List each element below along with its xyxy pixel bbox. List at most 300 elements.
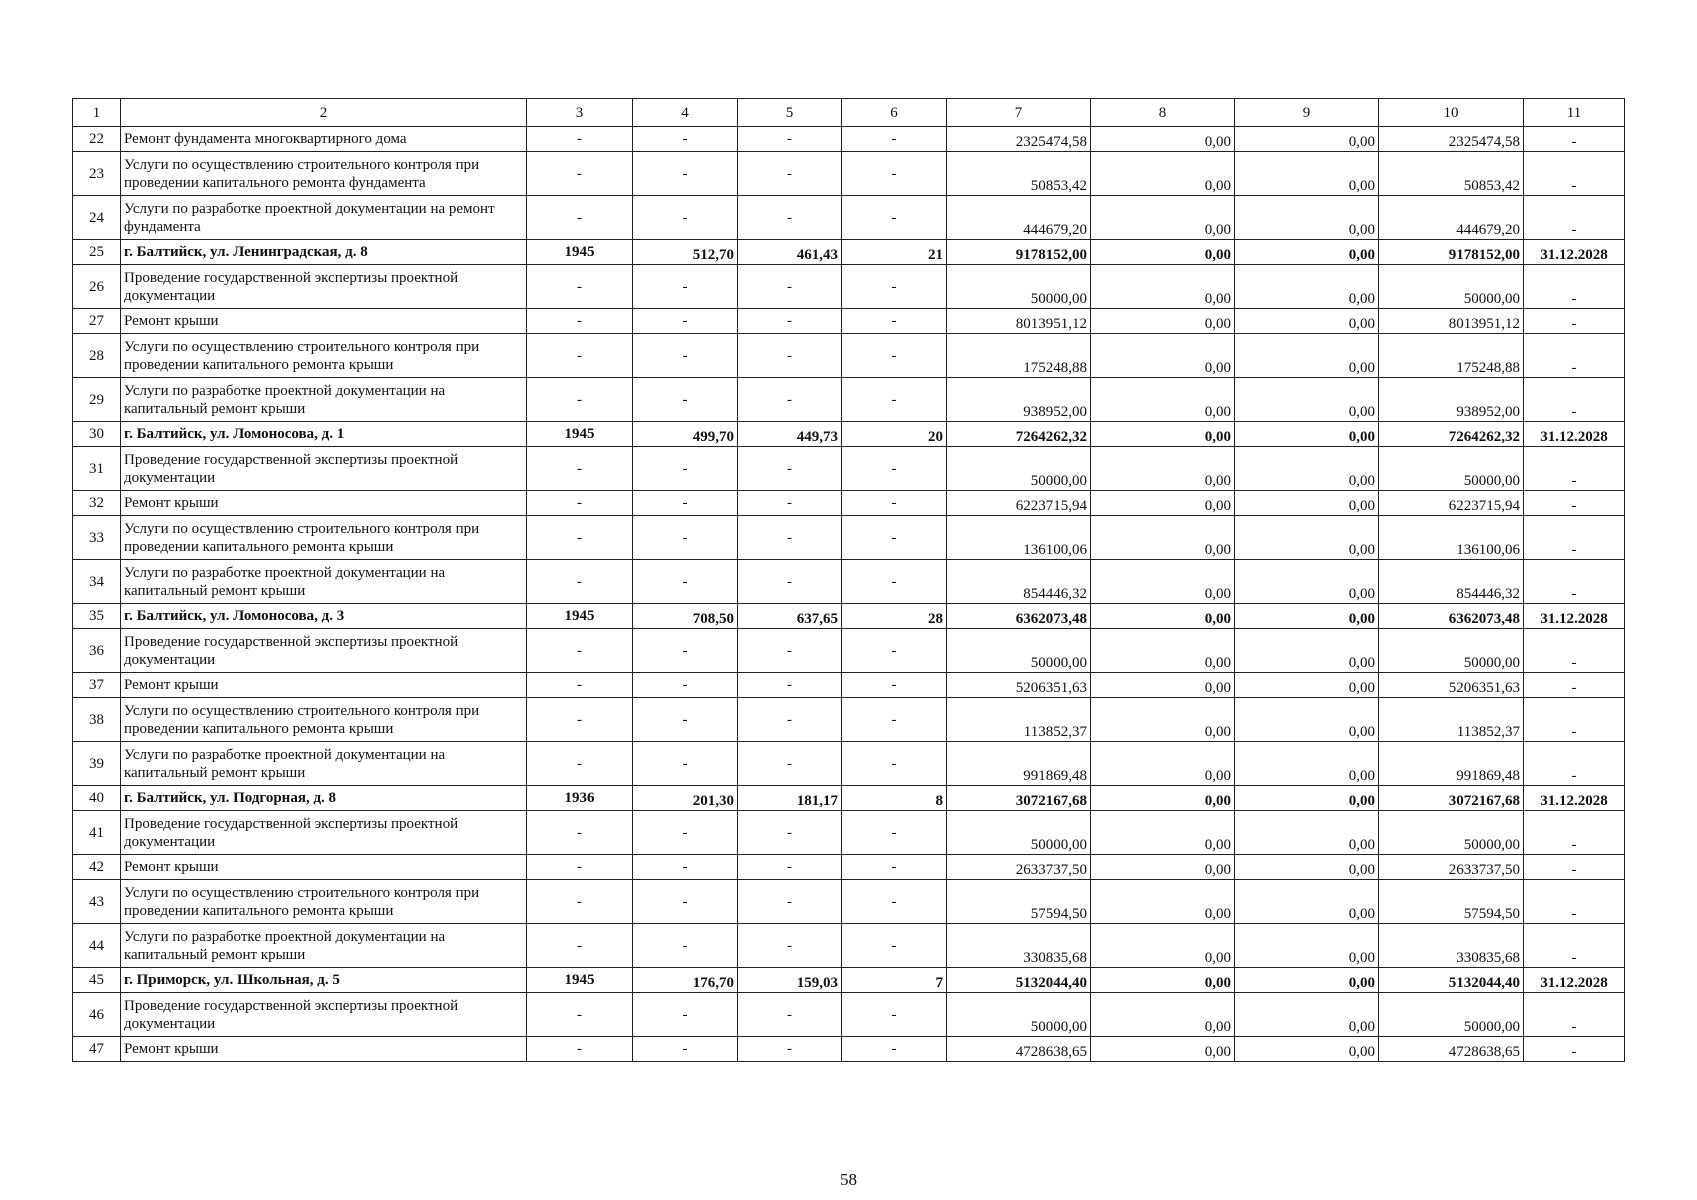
row-number-cell: 27 bbox=[73, 309, 121, 334]
cost-owners-cell: 50000,00 bbox=[1379, 993, 1524, 1037]
deadline-cell: - bbox=[1524, 880, 1625, 924]
residents-cell: 28 bbox=[842, 604, 947, 629]
row-number-cell: 47 bbox=[73, 1037, 121, 1062]
year-cell: - bbox=[527, 334, 633, 378]
work-name-cell: Услуги по осуществлению строительного контроля при проведении капитального ремонта фундамента bbox=[121, 152, 527, 196]
deadline-cell: 31.12.2028 bbox=[1524, 422, 1625, 447]
address-row bbox=[73, 786, 1625, 811]
deadline-cell: - bbox=[1524, 742, 1625, 786]
deadline-cell: 31.12.2028 bbox=[1524, 240, 1625, 265]
row-number-cell: 40 bbox=[73, 786, 121, 811]
cost-fund-cell: 0,00 bbox=[1091, 516, 1235, 560]
area-total-cell: 512,70 bbox=[633, 240, 738, 265]
cost-budget-cell: 0,00 bbox=[1235, 604, 1379, 629]
row-number-cell: 33 bbox=[73, 516, 121, 560]
address-cell: г. Балтийск, ул. Ломоносова, д. 3 bbox=[121, 604, 527, 629]
cost-budget-cell: 0,00 bbox=[1235, 811, 1379, 855]
work-name-cell: Услуги по разработке проектной документации на капитальный ремонт крыши bbox=[121, 742, 527, 786]
row-number-cell: 24 bbox=[73, 196, 121, 240]
deadline-cell: - bbox=[1524, 309, 1625, 334]
year-cell: - bbox=[527, 265, 633, 309]
deadline-cell: 31.12.2028 bbox=[1524, 604, 1625, 629]
row-number-cell: 25 bbox=[73, 240, 121, 265]
cost-fund-cell: 0,00 bbox=[1091, 1037, 1235, 1062]
cost-total-cell: 113852,37 bbox=[947, 698, 1091, 742]
area-total-cell: - bbox=[633, 880, 738, 924]
deadline-cell: - bbox=[1524, 152, 1625, 196]
cost-owners-cell: 175248,88 bbox=[1379, 334, 1524, 378]
year-cell: 1936 bbox=[527, 786, 633, 811]
cost-budget-cell: 0,00 bbox=[1235, 196, 1379, 240]
row-number-cell: 28 bbox=[73, 334, 121, 378]
cost-total-cell: 854446,32 bbox=[947, 560, 1091, 604]
cost-total-cell: 330835,68 bbox=[947, 924, 1091, 968]
address-cell: г. Балтийск, ул. Подгорная, д. 8 bbox=[121, 786, 527, 811]
cost-owners-cell: 444679,20 bbox=[1379, 196, 1524, 240]
cost-budget-cell: 0,00 bbox=[1235, 1037, 1379, 1062]
cost-budget-cell: 0,00 bbox=[1235, 786, 1379, 811]
row-number-cell: 34 bbox=[73, 560, 121, 604]
cost-budget-cell: 0,00 bbox=[1235, 127, 1379, 152]
column-header: 5 bbox=[738, 99, 842, 127]
area-total-cell: - bbox=[633, 993, 738, 1037]
deadline-cell: - bbox=[1524, 560, 1625, 604]
cost-budget-cell: 0,00 bbox=[1235, 378, 1379, 422]
work-name-cell: Услуги по разработке проектной документации на капитальный ремонт крыши bbox=[121, 378, 527, 422]
year-cell: - bbox=[527, 742, 633, 786]
work-item-row bbox=[73, 855, 1625, 880]
area-total-cell: - bbox=[633, 196, 738, 240]
year-cell: - bbox=[527, 1037, 633, 1062]
deadline-cell: - bbox=[1524, 855, 1625, 880]
area-living-cell: - bbox=[738, 698, 842, 742]
cost-fund-cell: 0,00 bbox=[1091, 673, 1235, 698]
deadline-cell: - bbox=[1524, 698, 1625, 742]
year-cell: - bbox=[527, 491, 633, 516]
row-number-cell: 26 bbox=[73, 265, 121, 309]
residents-cell: - bbox=[842, 127, 947, 152]
work-name-cell: Услуги по осуществлению строительного контроля при проведении капитального ремонта крыши bbox=[121, 334, 527, 378]
cost-owners-cell: 330835,68 bbox=[1379, 924, 1524, 968]
row-number-cell: 29 bbox=[73, 378, 121, 422]
column-header: 11 bbox=[1524, 99, 1625, 127]
cost-total-cell: 6223715,94 bbox=[947, 491, 1091, 516]
deadline-cell: - bbox=[1524, 629, 1625, 673]
work-item-row bbox=[73, 334, 1625, 378]
cost-budget-cell: 0,00 bbox=[1235, 742, 1379, 786]
area-living-cell: - bbox=[738, 309, 842, 334]
area-total-cell: - bbox=[633, 516, 738, 560]
year-cell: - bbox=[527, 629, 633, 673]
cost-total-cell: 50000,00 bbox=[947, 993, 1091, 1037]
cost-budget-cell: 0,00 bbox=[1235, 629, 1379, 673]
work-name-cell: Услуги по разработке проектной документации на ремонт фундамента bbox=[121, 196, 527, 240]
area-total-cell: - bbox=[633, 560, 738, 604]
cost-budget-cell: 0,00 bbox=[1235, 422, 1379, 447]
cost-owners-cell: 5132044,40 bbox=[1379, 968, 1524, 993]
column-header: 9 bbox=[1235, 99, 1379, 127]
cost-fund-cell: 0,00 bbox=[1091, 698, 1235, 742]
work-item-row bbox=[73, 673, 1625, 698]
residents-cell: - bbox=[842, 698, 947, 742]
row-number-cell: 45 bbox=[73, 968, 121, 993]
cost-total-cell: 7264262,32 bbox=[947, 422, 1091, 447]
residents-cell: - bbox=[842, 447, 947, 491]
work-name-cell: Услуги по разработке проектной документации на капитальный ремонт крыши bbox=[121, 560, 527, 604]
year-cell: - bbox=[527, 924, 633, 968]
area-total-cell: 708,50 bbox=[633, 604, 738, 629]
cost-total-cell: 50853,42 bbox=[947, 152, 1091, 196]
column-header: 7 bbox=[947, 99, 1091, 127]
area-living-cell: - bbox=[738, 880, 842, 924]
row-number-cell: 22 bbox=[73, 127, 121, 152]
cost-budget-cell: 0,00 bbox=[1235, 924, 1379, 968]
area-total-cell: - bbox=[633, 1037, 738, 1062]
area-living-cell: 181,17 bbox=[738, 786, 842, 811]
year-cell: - bbox=[527, 993, 633, 1037]
area-living-cell: 159,03 bbox=[738, 968, 842, 993]
deadline-cell: - bbox=[1524, 196, 1625, 240]
cost-budget-cell: 0,00 bbox=[1235, 334, 1379, 378]
deadline-cell: - bbox=[1524, 447, 1625, 491]
cost-owners-cell: 50000,00 bbox=[1379, 811, 1524, 855]
area-total-cell: - bbox=[633, 334, 738, 378]
year-cell: - bbox=[527, 811, 633, 855]
cost-total-cell: 4728638,65 bbox=[947, 1037, 1091, 1062]
cost-owners-cell: 9178152,00 bbox=[1379, 240, 1524, 265]
work-name-cell: Ремонт фундамента многоквартирного дома bbox=[121, 127, 527, 152]
area-living-cell: - bbox=[738, 993, 842, 1037]
cost-total-cell: 444679,20 bbox=[947, 196, 1091, 240]
cost-fund-cell: 0,00 bbox=[1091, 968, 1235, 993]
residents-cell: - bbox=[842, 811, 947, 855]
row-number-cell: 39 bbox=[73, 742, 121, 786]
work-name-cell: Проведение государственной экспертизы проектной документации bbox=[121, 993, 527, 1037]
address-row bbox=[73, 422, 1625, 447]
cost-total-cell: 136100,06 bbox=[947, 516, 1091, 560]
cost-budget-cell: 0,00 bbox=[1235, 993, 1379, 1037]
area-total-cell: - bbox=[633, 811, 738, 855]
area-living-cell: 449,73 bbox=[738, 422, 842, 447]
work-item-row bbox=[73, 265, 1625, 309]
work-name-cell: Ремонт крыши bbox=[121, 673, 527, 698]
residents-cell: - bbox=[842, 491, 947, 516]
cost-fund-cell: 0,00 bbox=[1091, 127, 1235, 152]
area-total-cell: - bbox=[633, 127, 738, 152]
area-living-cell: - bbox=[738, 447, 842, 491]
cost-fund-cell: 0,00 bbox=[1091, 422, 1235, 447]
area-living-cell: - bbox=[738, 491, 842, 516]
residents-cell: 7 bbox=[842, 968, 947, 993]
cost-fund-cell: 0,00 bbox=[1091, 993, 1235, 1037]
cost-total-cell: 5206351,63 bbox=[947, 673, 1091, 698]
cost-total-cell: 50000,00 bbox=[947, 629, 1091, 673]
work-item-row bbox=[73, 378, 1625, 422]
column-header: 8 bbox=[1091, 99, 1235, 127]
area-living-cell: 637,65 bbox=[738, 604, 842, 629]
cost-owners-cell: 938952,00 bbox=[1379, 378, 1524, 422]
row-number-cell: 23 bbox=[73, 152, 121, 196]
area-living-cell: - bbox=[738, 811, 842, 855]
cost-total-cell: 175248,88 bbox=[947, 334, 1091, 378]
work-item-row bbox=[73, 924, 1625, 968]
residents-cell: - bbox=[842, 309, 947, 334]
year-cell: - bbox=[527, 127, 633, 152]
work-item-row bbox=[73, 811, 1625, 855]
cost-owners-cell: 2633737,50 bbox=[1379, 855, 1524, 880]
area-living-cell: - bbox=[738, 673, 842, 698]
area-total-cell: - bbox=[633, 152, 738, 196]
work-item-row bbox=[73, 309, 1625, 334]
deadline-cell: - bbox=[1524, 993, 1625, 1037]
year-cell: 1945 bbox=[527, 422, 633, 447]
deadline-cell: - bbox=[1524, 516, 1625, 560]
area-living-cell: - bbox=[738, 378, 842, 422]
cost-budget-cell: 0,00 bbox=[1235, 698, 1379, 742]
cost-fund-cell: 0,00 bbox=[1091, 491, 1235, 516]
cost-budget-cell: 0,00 bbox=[1235, 516, 1379, 560]
cost-fund-cell: 0,00 bbox=[1091, 855, 1235, 880]
address-row bbox=[73, 604, 1625, 629]
area-total-cell: 176,70 bbox=[633, 968, 738, 993]
cost-fund-cell: 0,00 bbox=[1091, 604, 1235, 629]
cost-total-cell: 57594,50 bbox=[947, 880, 1091, 924]
deadline-cell: - bbox=[1524, 924, 1625, 968]
cost-fund-cell: 0,00 bbox=[1091, 629, 1235, 673]
year-cell: - bbox=[527, 447, 633, 491]
cost-total-cell: 50000,00 bbox=[947, 811, 1091, 855]
deadline-cell: - bbox=[1524, 127, 1625, 152]
work-name-cell: Ремонт крыши bbox=[121, 855, 527, 880]
cost-owners-cell: 50853,42 bbox=[1379, 152, 1524, 196]
cost-fund-cell: 0,00 bbox=[1091, 560, 1235, 604]
cost-fund-cell: 0,00 bbox=[1091, 786, 1235, 811]
cost-total-cell: 991869,48 bbox=[947, 742, 1091, 786]
work-item-row bbox=[73, 491, 1625, 516]
cost-budget-cell: 0,00 bbox=[1235, 560, 1379, 604]
residents-cell: - bbox=[842, 629, 947, 673]
cost-budget-cell: 0,00 bbox=[1235, 968, 1379, 993]
cost-total-cell: 50000,00 bbox=[947, 447, 1091, 491]
residents-cell: - bbox=[842, 742, 947, 786]
year-cell: 1945 bbox=[527, 604, 633, 629]
year-cell: - bbox=[527, 378, 633, 422]
cost-owners-cell: 6362073,48 bbox=[1379, 604, 1524, 629]
cost-total-cell: 938952,00 bbox=[947, 378, 1091, 422]
column-header: 3 bbox=[527, 99, 633, 127]
column-header: 10 bbox=[1379, 99, 1524, 127]
address-cell: г. Балтийск, ул. Ломоносова, д. 1 bbox=[121, 422, 527, 447]
area-total-cell: - bbox=[633, 309, 738, 334]
address-row bbox=[73, 968, 1625, 993]
cost-owners-cell: 50000,00 bbox=[1379, 265, 1524, 309]
work-name-cell: Проведение государственной экспертизы проектной документации bbox=[121, 629, 527, 673]
year-cell: - bbox=[527, 560, 633, 604]
cost-fund-cell: 0,00 bbox=[1091, 924, 1235, 968]
column-header: 2 bbox=[121, 99, 527, 127]
work-name-cell: Проведение государственной экспертизы проектной документации bbox=[121, 447, 527, 491]
column-header: 1 bbox=[73, 99, 121, 127]
cost-budget-cell: 0,00 bbox=[1235, 309, 1379, 334]
address-row bbox=[73, 240, 1625, 265]
residents-cell: - bbox=[842, 924, 947, 968]
row-number-cell: 46 bbox=[73, 993, 121, 1037]
area-living-cell: - bbox=[738, 127, 842, 152]
cost-total-cell: 9178152,00 bbox=[947, 240, 1091, 265]
deadline-cell: - bbox=[1524, 265, 1625, 309]
cost-budget-cell: 0,00 bbox=[1235, 447, 1379, 491]
cost-total-cell: 3072167,68 bbox=[947, 786, 1091, 811]
residents-cell: 20 bbox=[842, 422, 947, 447]
cost-owners-cell: 4728638,65 bbox=[1379, 1037, 1524, 1062]
cost-budget-cell: 0,00 bbox=[1235, 855, 1379, 880]
cost-owners-cell: 5206351,63 bbox=[1379, 673, 1524, 698]
area-total-cell: - bbox=[633, 265, 738, 309]
deadline-cell: - bbox=[1524, 1037, 1625, 1062]
cost-total-cell: 8013951,12 bbox=[947, 309, 1091, 334]
cost-fund-cell: 0,00 bbox=[1091, 880, 1235, 924]
area-living-cell: - bbox=[738, 152, 842, 196]
column-header: 6 bbox=[842, 99, 947, 127]
area-living-cell: - bbox=[738, 560, 842, 604]
work-name-cell: Ремонт крыши bbox=[121, 491, 527, 516]
area-living-cell: - bbox=[738, 334, 842, 378]
residents-cell: - bbox=[842, 152, 947, 196]
row-number-cell: 41 bbox=[73, 811, 121, 855]
area-living-cell: - bbox=[738, 742, 842, 786]
cost-fund-cell: 0,00 bbox=[1091, 152, 1235, 196]
row-number-cell: 42 bbox=[73, 855, 121, 880]
work-item-row bbox=[73, 560, 1625, 604]
area-total-cell: - bbox=[633, 629, 738, 673]
year-cell: 1945 bbox=[527, 240, 633, 265]
area-living-cell: - bbox=[738, 516, 842, 560]
work-item-row bbox=[73, 516, 1625, 560]
residents-cell: - bbox=[842, 560, 947, 604]
column-number-header-row bbox=[73, 99, 1625, 127]
residents-cell: - bbox=[842, 516, 947, 560]
cost-total-cell: 6362073,48 bbox=[947, 604, 1091, 629]
work-name-cell: Услуги по осуществлению строительного контроля при проведении капитального ремонта крыши bbox=[121, 698, 527, 742]
cost-fund-cell: 0,00 bbox=[1091, 265, 1235, 309]
work-item-row bbox=[73, 196, 1625, 240]
cost-budget-cell: 0,00 bbox=[1235, 265, 1379, 309]
deadline-cell: 31.12.2028 bbox=[1524, 968, 1625, 993]
year-cell: - bbox=[527, 673, 633, 698]
area-living-cell: - bbox=[738, 855, 842, 880]
cost-owners-cell: 50000,00 bbox=[1379, 447, 1524, 491]
cost-budget-cell: 0,00 bbox=[1235, 673, 1379, 698]
area-total-cell: - bbox=[633, 447, 738, 491]
work-name-cell: Ремонт крыши bbox=[121, 309, 527, 334]
residents-cell: - bbox=[842, 378, 947, 422]
area-total-cell: - bbox=[633, 673, 738, 698]
row-number-cell: 32 bbox=[73, 491, 121, 516]
row-number-cell: 44 bbox=[73, 924, 121, 968]
work-item-row bbox=[73, 1037, 1625, 1062]
cost-owners-cell: 8013951,12 bbox=[1379, 309, 1524, 334]
residents-cell: - bbox=[842, 673, 947, 698]
row-number-cell: 35 bbox=[73, 604, 121, 629]
residents-cell: - bbox=[842, 1037, 947, 1062]
work-name-cell: Услуги по осуществлению строительного контроля при проведении капитального ремонта крыши bbox=[121, 516, 527, 560]
area-living-cell: 461,43 bbox=[738, 240, 842, 265]
area-total-cell: 201,30 bbox=[633, 786, 738, 811]
page-number: 58 bbox=[840, 1170, 857, 1189]
cost-fund-cell: 0,00 bbox=[1091, 196, 1235, 240]
year-cell: - bbox=[527, 152, 633, 196]
cost-fund-cell: 0,00 bbox=[1091, 447, 1235, 491]
deadline-cell: - bbox=[1524, 811, 1625, 855]
area-living-cell: - bbox=[738, 196, 842, 240]
deadline-cell: - bbox=[1524, 334, 1625, 378]
work-item-row bbox=[73, 629, 1625, 673]
cost-owners-cell: 6223715,94 bbox=[1379, 491, 1524, 516]
cost-total-cell: 50000,00 bbox=[947, 265, 1091, 309]
year-cell: 1945 bbox=[527, 968, 633, 993]
cost-fund-cell: 0,00 bbox=[1091, 334, 1235, 378]
deadline-cell: - bbox=[1524, 673, 1625, 698]
cost-fund-cell: 0,00 bbox=[1091, 240, 1235, 265]
area-living-cell: - bbox=[738, 265, 842, 309]
residents-cell: - bbox=[842, 855, 947, 880]
work-item-row bbox=[73, 993, 1625, 1037]
area-total-cell: - bbox=[633, 924, 738, 968]
cost-owners-cell: 50000,00 bbox=[1379, 629, 1524, 673]
cost-owners-cell: 854446,32 bbox=[1379, 560, 1524, 604]
year-cell: - bbox=[527, 855, 633, 880]
work-item-row bbox=[73, 698, 1625, 742]
cost-budget-cell: 0,00 bbox=[1235, 880, 1379, 924]
residents-cell: - bbox=[842, 993, 947, 1037]
cost-budget-cell: 0,00 bbox=[1235, 491, 1379, 516]
residents-cell: - bbox=[842, 196, 947, 240]
cost-fund-cell: 0,00 bbox=[1091, 378, 1235, 422]
deadline-cell: - bbox=[1524, 491, 1625, 516]
residents-cell: - bbox=[842, 265, 947, 309]
cost-budget-cell: 0,00 bbox=[1235, 240, 1379, 265]
work-name-cell: Проведение государственной экспертизы проектной документации bbox=[121, 811, 527, 855]
year-cell: - bbox=[527, 698, 633, 742]
work-item-row bbox=[73, 152, 1625, 196]
work-item-row bbox=[73, 742, 1625, 786]
residents-cell: - bbox=[842, 334, 947, 378]
year-cell: - bbox=[527, 196, 633, 240]
residents-cell: - bbox=[842, 880, 947, 924]
cost-total-cell: 2633737,50 bbox=[947, 855, 1091, 880]
year-cell: - bbox=[527, 880, 633, 924]
cost-total-cell: 2325474,58 bbox=[947, 127, 1091, 152]
area-living-cell: - bbox=[738, 1037, 842, 1062]
cost-owners-cell: 113852,37 bbox=[1379, 698, 1524, 742]
address-cell: г. Балтийск, ул. Ленинградская, д. 8 bbox=[121, 240, 527, 265]
cost-owners-cell: 991869,48 bbox=[1379, 742, 1524, 786]
cost-owners-cell: 3072167,68 bbox=[1379, 786, 1524, 811]
year-cell: - bbox=[527, 516, 633, 560]
area-living-cell: - bbox=[738, 924, 842, 968]
year-cell: - bbox=[527, 309, 633, 334]
work-name-cell: Ремонт крыши bbox=[121, 1037, 527, 1062]
cost-budget-cell: 0,00 bbox=[1235, 152, 1379, 196]
area-total-cell: - bbox=[633, 698, 738, 742]
repair-schedule-table bbox=[72, 98, 1625, 1062]
area-living-cell: - bbox=[738, 629, 842, 673]
work-item-row bbox=[73, 447, 1625, 491]
area-total-cell: 499,70 bbox=[633, 422, 738, 447]
column-header: 4 bbox=[633, 99, 738, 127]
work-item-row bbox=[73, 880, 1625, 924]
work-name-cell: Услуги по осуществлению строительного контроля при проведении капитального ремонта крыши bbox=[121, 880, 527, 924]
